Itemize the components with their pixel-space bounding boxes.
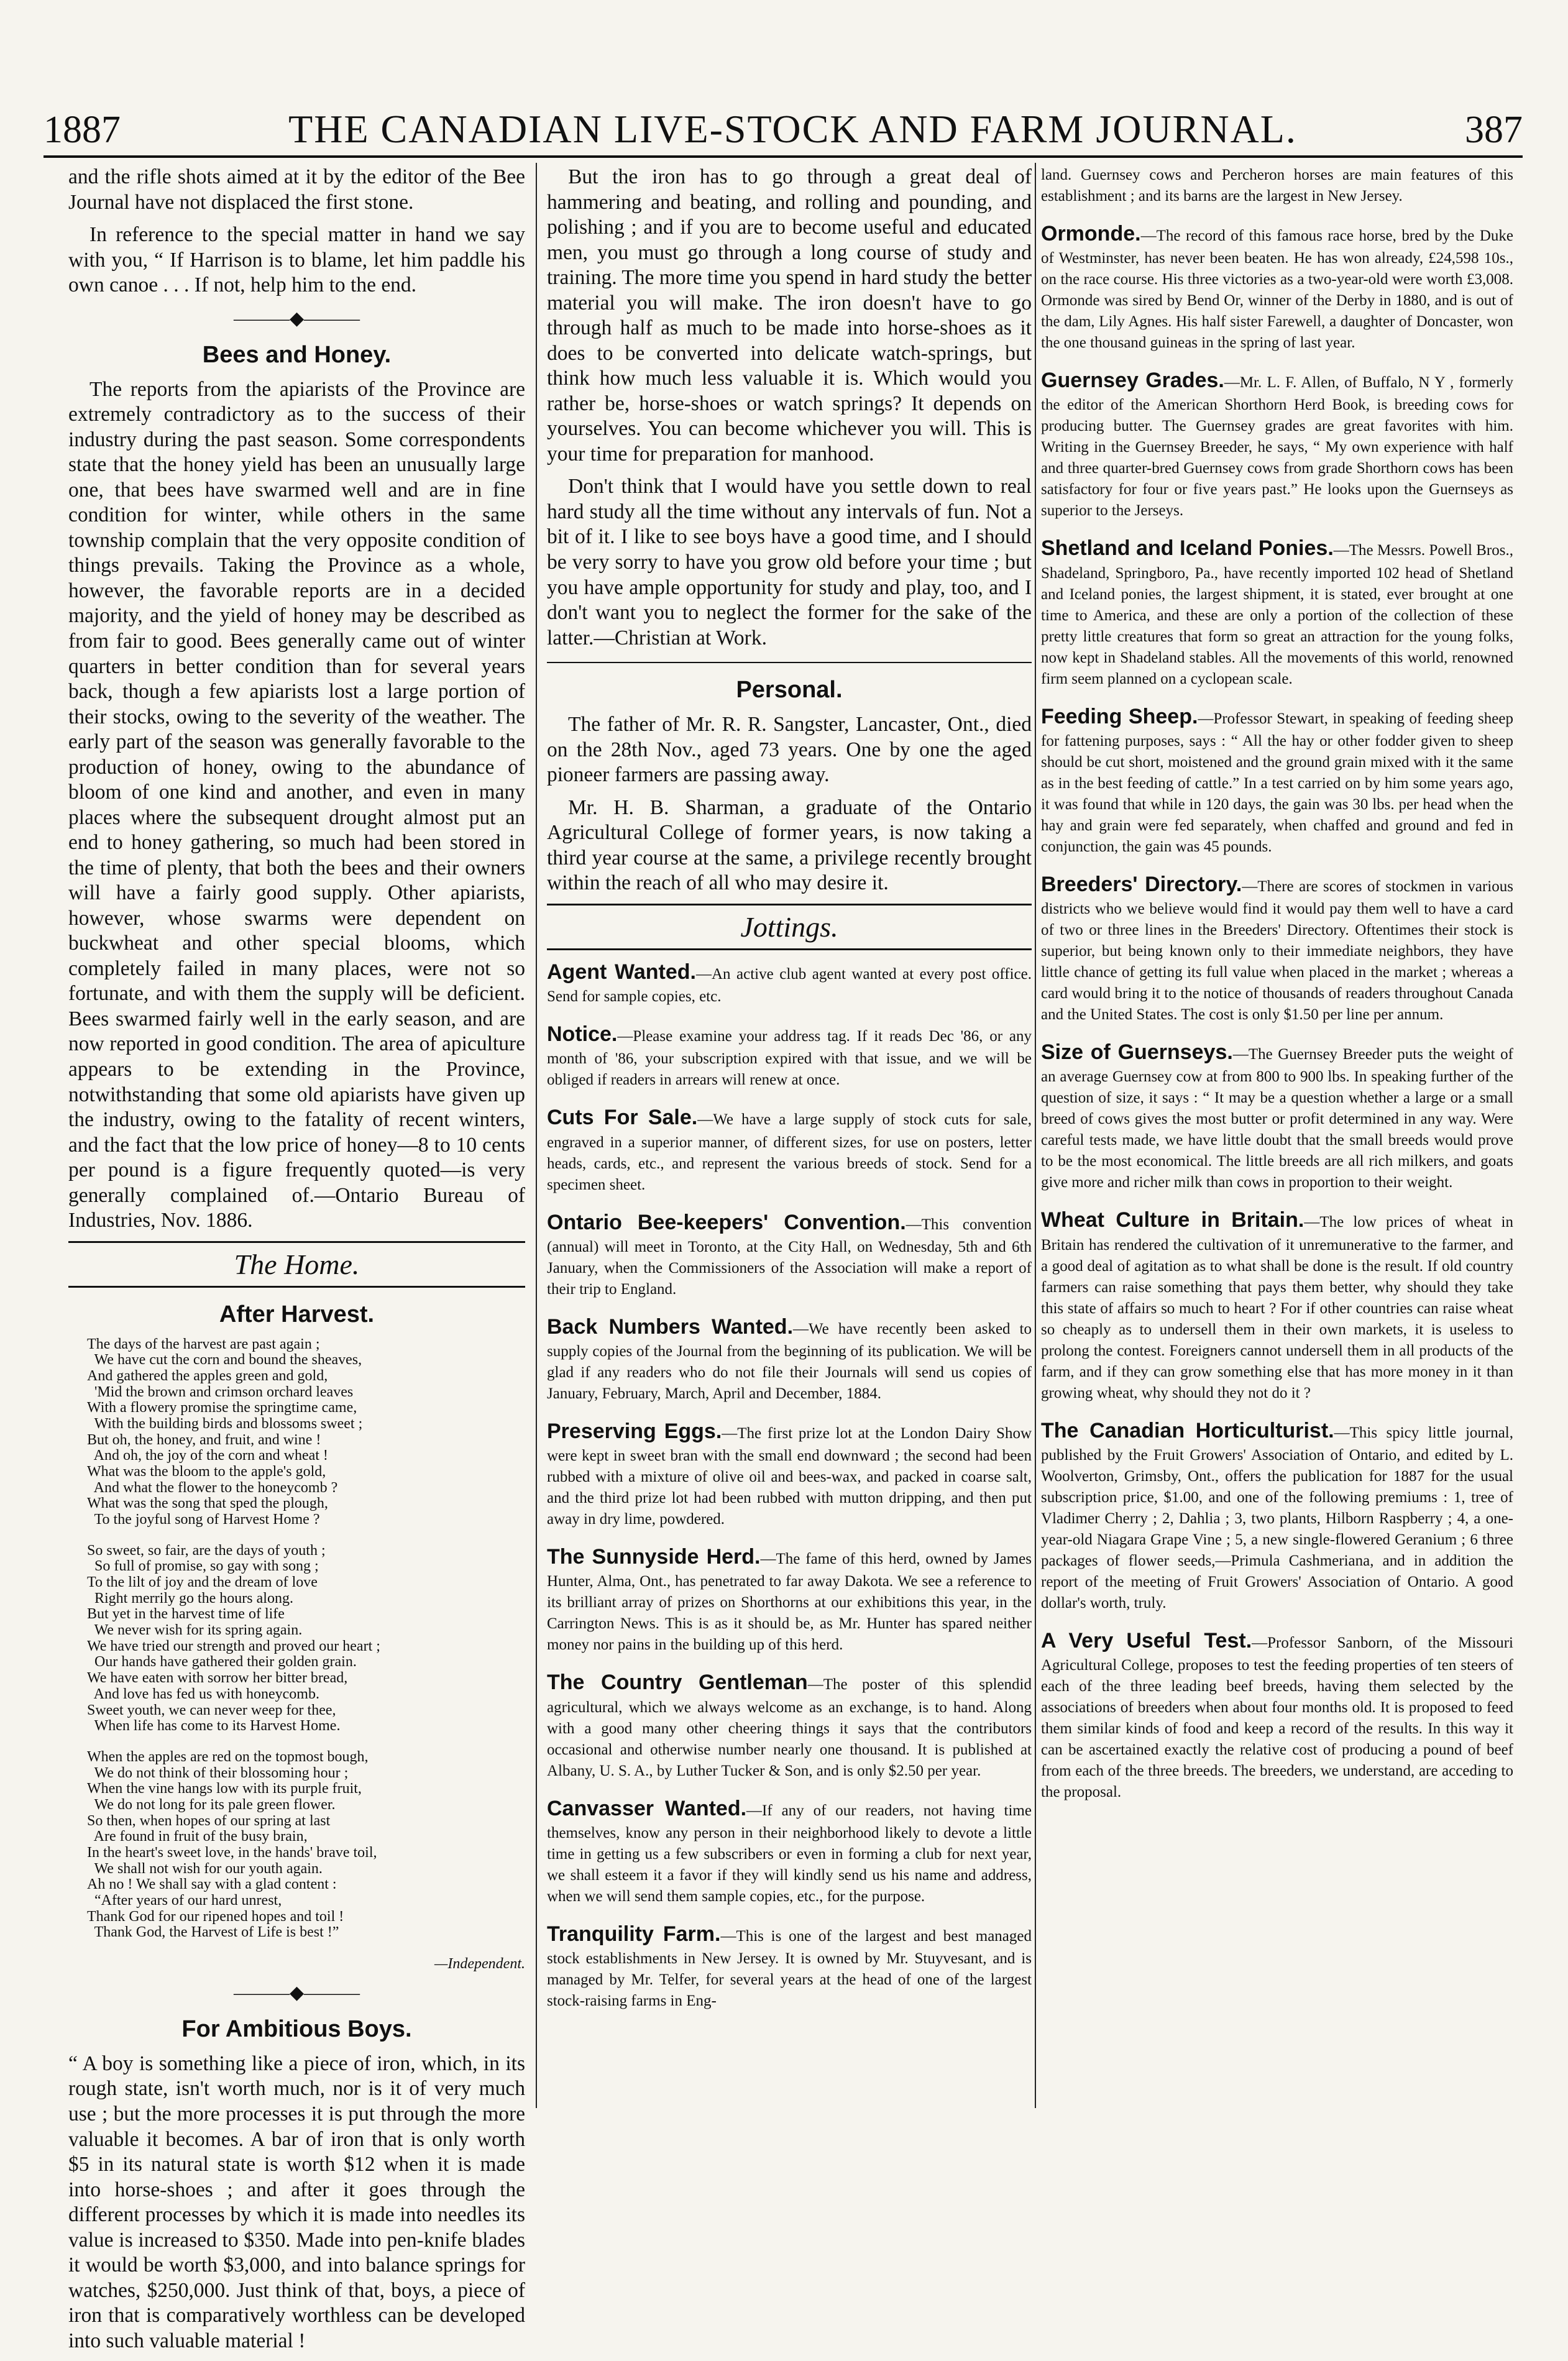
poem-line: In the heart's sweet love, in the hands' brave toil, <box>87 1844 377 1861</box>
poem-line: Our hands have gathered their golden grain. <box>87 1654 357 1671</box>
harvest-heading: After Harvest. <box>219 1301 375 1327</box>
jotting-text: —The Messrs. Powell Bros., Shadeland, Springboro, Pa., have recently imported 102 head of Shetland and Iceland ponies, the largest shipment, it is stated, ever brought at one time to America, and these are only a portion of the collection of these pretty little creatures that form so great an attraction for the young folks, now kept in Shadeland stables. All the movements of this world, renowned firm seem planned on a cyclopean scale. <box>1041 542 1513 687</box>
poem-line: The days of the harvest are past again ; <box>87 1336 320 1352</box>
poem-line: And gathered the apples green and gold, <box>87 1368 328 1385</box>
jotting-item <box>547 1020 1032 1091</box>
jotting-text: —The low prices of wheat in Britain has rendered the cultivation of it unremunerative to the farmer, and a good deal of agitation as to what shall be done is the result. If old country farmers can raise something that pays them better, why should they take this state of affairs so much to heart ? For if other countries can raise wheat so cheaply as to undersell them in their own markets, it is useless to prolong the contest. Foreigners cannot undersell them in all products of the farm, and if they can grow something else that has more money in it than growing wheat, why should they not do it ? <box>1041 1214 1513 1401</box>
poem-line: We never wish for its spring again. <box>87 1622 303 1639</box>
jotting-item <box>547 1103 1032 1195</box>
jotting-item <box>547 1543 1032 1656</box>
jotting-item <box>547 1920 1032 2012</box>
harvest-poem <box>87 1337 525 1941</box>
boys-article: “ A boy is something like a piece of iron, which, in its rough state, isn't worth much, nor is it of very much use ; but the more processes it is put through the more valuable it becomes. A bar of iron that is only worth $5 in its natural state is worth $12 when it is made into horse-shoes ; and after it goes through the different processes by which it is made into needles its value is increased to $350. Made into pen-knife blades it would be worth $3,000, and into balance springs for watches, $250,000. Just think of that, boys, a piece of iron that is comparatively worthless can be developed into such valuable material ! <box>68 2052 525 2352</box>
poem-line: And oh, the joy of the corn and wheat ! <box>87 1447 328 1464</box>
jotting-item <box>1041 870 1513 1025</box>
jotting-text: —Professor Sanborn, of the Missouri Agricultural College, proposes to test the feeding properties of ten steers of each of the three leading beef breeds, having them selected by the associations of breeders when about four months old. It is proposed to feed them similar kinds of food and keep a record of the results. In this way it can be ascertained exactly the relative cost of producing a pound of beef from each of the three breeds. The breeders, we understand, are acceding to the proposal. <box>1041 1634 1513 1801</box>
poem-stanza <box>87 1337 525 1528</box>
poem-line: And what the flower to the honeycomb ? <box>87 1479 338 1496</box>
jotting-title: Tranquility Farm. <box>547 1922 721 1946</box>
poem-line: We have tried our strength and proved our heart ; <box>87 1638 380 1654</box>
poem-line: To the lilt of joy and the dream of love <box>87 1574 318 1591</box>
poem-line: So then, when hopes of our spring at last <box>87 1812 331 1829</box>
jotting-title: Guernsey Grades. <box>1041 369 1224 393</box>
jotting-item <box>547 958 1032 1007</box>
column-1 <box>68 165 525 2361</box>
jotting-item <box>547 1417 1032 1530</box>
poem-line: With the building birds and blossoms sweet ; <box>87 1416 363 1433</box>
poem-line: We do not long for its pale green flower. <box>87 1796 336 1813</box>
poem-line: What was the song that sped the plough, <box>87 1495 328 1512</box>
poem-line: To the joyful song of Harvest Home ? <box>87 1511 320 1528</box>
jotting-title: Ontario Bee-keepers' Convention. <box>547 1210 906 1234</box>
jotting-text: —The Guernsey Breeder puts the weight of an average Guernsey cow at from 800 to 900 lbs. In speaking further of the question of size, it says : “ It may be a question whether a large or a small breed of cows gives the most butter or profit determined in any way. Were careful tests made, we have little doubt that the small breeds would prove to be the most economical. The little breeds are all rich milkers, and goats give more and richer milk than cows in proportion to their weight. <box>1041 1046 1513 1191</box>
jotting-item <box>547 1313 1032 1405</box>
intro-paragraph-2: In reference to the special matter in hand we say with you, “ If Harrison is to blame, let him paddle his own canoe . . . If not, help him to the end. <box>68 223 525 297</box>
poem-line: Sweet youth, we can never weep for thee, <box>87 1702 336 1718</box>
poem-line: So full of promise, so gay with song ; <box>87 1558 319 1575</box>
jotting-title: Shetland and Iceland Ponies. <box>1041 536 1334 561</box>
jotting-text: —Please examine your address tag. If it reads Dec '86, or any month of '86, your subscription expired with that issue, and we will be obliged if readers in arrears will renew at once. <box>547 1028 1032 1089</box>
jotting-item <box>1041 1416 1513 1614</box>
header-page-number: 387 <box>1465 109 1523 151</box>
boys-continued-2: Don't think that I would have you settle down to real hard study all the time without any intervals of fun. Not a bit of it. I like to see boys have a good time, and I should be very sorry to have you grow old before your time ; but you have ample opportunity for study and play, too, and I don't want you to neglect the former for the sake of the latter.—Christian at Work. <box>547 475 1032 649</box>
personal-item-1: The father of Mr. R. R. Sangster, Lancaster, Ont., died on the 28th Nov., aged 73 years. One by one the aged pioneer farmers are passing away. <box>547 713 1032 787</box>
jotting-text: —There are scores of stockmen in various districts who we believe would find it would pay them well to have a card of two or three lines in the Breeders' Directory. Oftentimes their stock is superior, but being known only to their immediate neighbors, they have little chance of getting its full value when placed in the market ; whereas a card would bring it to the notice of thousands of readers throughout Canada and the United States. The cost is only $1.50 per line per annum. <box>1041 878 1513 1024</box>
jotting-title: Ormonde. <box>1041 222 1141 245</box>
divider <box>547 662 1032 663</box>
masthead <box>44 81 1523 149</box>
poem-line: Are found in fruit of the busy brain, <box>87 1828 308 1845</box>
header-rule <box>44 155 1523 158</box>
jotting-title: Wheat Culture in Britain. <box>1041 1208 1304 1232</box>
jotting-text: —The first prize lot at the London Dairy Show were kept in sweet bran with the small end downward ; the second had been rubbed with a mixture of olive oil and bees-wax, and packed in coarse salt, and the third prize lot had been rubbed with mutton dripping, and then put away in dry lime, powdered. <box>547 1424 1032 1528</box>
column-2 <box>547 165 1032 2024</box>
poem-line: What was the bloom to the apple's gold, <box>87 1464 326 1480</box>
poem-line: When life has come to its Harvest Home. <box>87 1718 341 1735</box>
jotting-text: —This convention (annual) will meet in Toronto, at the City Hall, on Wednesday, 5th and 6th January, when the Commissioners of the Association will make a report of their trip to England. <box>547 1216 1032 1298</box>
jotting-text: —This is one of the largest and best managed stock establishments in New Jersey. It is owned by Mr. Stuyvesant, and is managed by Mr. Telfer, for several years at the head of one of the largest stock-raising farms in Eng- <box>547 1927 1032 2010</box>
boys-heading: For Ambitious Boys. <box>181 2015 412 2042</box>
jotting-item <box>1041 1626 1513 1803</box>
personal-heading: Personal. <box>736 677 843 704</box>
jotting-item <box>1041 702 1513 858</box>
jotting-text: —We have a large supply of stock cuts for sale, engraved in a superior manner, of different sizes, for use on posters, letter heads, cards, etc., and represent the various breeds of stock. Send for a specimen sheet. <box>547 1111 1032 1193</box>
jotting-title: Size of Guernseys. <box>1041 1040 1233 1065</box>
jottings-list <box>547 958 1032 2012</box>
personal-item-2: Mr. H. B. Sharman, a graduate of the Ontario Agricultural College of former years, is now taking a third year course at the same, a privilege recently brought within the reach of all who may desire it. <box>547 795 1032 895</box>
jotting-title: Back Numbers Wanted. <box>547 1314 794 1339</box>
jotting-text: —We have recently been asked to supply copies of the Journal from the beginning of its publication. We will be glad if any readers who do not file their Journals will send us copies of January, February, March, April and December, 1884. <box>547 1320 1032 1402</box>
poem-line: With a flowery promise the springtime came, <box>87 1400 357 1416</box>
jotting-title: Breeders' Directory. <box>1041 872 1242 896</box>
column-3-items <box>1041 219 1513 1803</box>
column-rule-2 <box>1035 163 1036 2108</box>
jotting-text: —Professor Stewart, in speaking of feeding sheep for fattening purposes, says : “ All the hay or other fodder given to sheep should be cut short, moistened and the ground grain mixed with it the same as in the best feeding of cattle.” In a test carried on by him some years ago, it was found that while in 120 days, the gain was 30 lbs. per head when the hay and grain were fed separately, when chaffed and ground and fed in conjunction, the gain was 45 pounds. <box>1041 710 1514 855</box>
header-year: 1887 <box>44 109 121 151</box>
jotting-text: —An active club agent wanted at every post office. Send for sample copies, etc. <box>547 965 1032 1006</box>
poem-line: Ah no ! We shall say with a glad content : <box>87 1876 337 1893</box>
jotting-text: —The fame of this herd, owned by James Hunter, Alma, Ont., has penetrated to far away Dakota. We see a reference to its brilliant array of prizes on Shorthorns at our exhibitions this year, in the Carrington News. This is as it should be, as Mr. Hunter has spared neither money nor pains in the building up of this herd. <box>547 1551 1032 1654</box>
jotting-title: A Very Useful Test. <box>1041 1628 1252 1653</box>
jotting-text: —Mr. L. F. Allen, of Buffalo, N Y , formerly the editor of the American Shorthorn Herd Book, is breeding cows for producing butter. The Guernsey grades are great favorites with him. Writing in the Guernsey Breeder, he says, “ My own experience with half and three quarter-bred Guernsey cows from grade Shorthorn cows has been satisfactory for four or five years past.” He looks upon the Guernseys as superior to the Jerseys. <box>1041 374 1514 520</box>
poem-line: “After years of our hard unrest, <box>87 1892 282 1909</box>
jotting-text: —This spicy little journal, published by the Fruit Growers' Association of Ontario, and edited by L. Woolverton, Grimsby, Ont., offers the publication for 1887 for the usual subscription price, $1.00, and one of the following premiums : 1, tree of Vladimer Cherry ; 2, Dahlia ; 3, two plants, Hilborn Raspberry ; 4, a one-year-old Niagara Grape Vine ; 5, a new single-flowered Geranium ; 6 three packages of flower seeds,—Primula Cashmeriana, and in addition the report of the meeting of Fruit Growers' Association of Ontario. A good dollar's worth, truly. <box>1041 1424 1514 1611</box>
poem-line: We shall not wish for our youth again. <box>87 1860 323 1877</box>
jotting-text: —If any of our readers, not having time themselves, know any person in their neighborhood likely to devote a little time in getting us a few subscribers or even in forming a club for next year, we shall esteem it a favor if they will kindly send us his name and address, when we will send them sample copies, etc., for the purpose. <box>547 1802 1032 1905</box>
boys-continued-1: But the iron has to go through a great deal of hammering and beating, and rolling and pounding, and polishing ; and if you are to become useful and educated men, you must go through a long course of study and training. The more time you spend in hard study the better material you will make. The iron doesn't have to go through half as much to be made into horse-shoes as it does to be converted into delicate watch-springs, but think how much less valuable it is. Which would you rather be, horse-shoes or watch springs? It depends on yourselves. You can become whichever you will. This is your time for preparation for manhood. <box>547 165 1032 465</box>
jotting-item <box>1041 1206 1513 1403</box>
poem-line: We do not think of their blossoming hour ; <box>87 1764 349 1781</box>
jotting-title: Agent Wanted. <box>547 960 696 984</box>
poem-line: Right merrily go the hours along. <box>87 1590 293 1607</box>
poem-source: —Independent. <box>434 1955 525 1972</box>
jotting-title: Cuts For Sale. <box>547 1106 698 1130</box>
jotting-item <box>1041 1038 1513 1193</box>
jotting-text: —The poster of this splendid agricultural, which we always welcome as an exchange, is to hand. Along with a good many other cheering things it says that the contributors occasional and otherwise number nearly one thousand. It is published at Albany, U. S. A., by Luther Tucker & Son, and is only $2.50 per year. <box>547 1676 1032 1779</box>
jotting-title: Preserving Eggs. <box>547 1419 722 1443</box>
jotting-text: —The record of this famous race horse, bred by the Duke of Westminster, has never been beaten. He has won already, £24,598 10s., on the race course. His three victories as a two-year-old were worth £3,008. Ormonde was sired by Bend Or, winner of the Derby in 1880, and is out of the dam, Lily Agnes. His half sister Farewell, a daughter of Doncaster, won the one thousand guineas in the spring of last year. <box>1041 227 1513 352</box>
intro-paragraph-1: and the rifle shots aimed at it by the editor of the Bee Journal have not displaced the first stone. <box>68 165 525 214</box>
poem-line: But yet in the harvest time of life <box>87 1606 285 1623</box>
poem-line: Thank God for our ripened hopes and toil ! <box>87 1908 344 1925</box>
poem-line: When the apples are red on the topmost bough, <box>87 1748 369 1765</box>
jotting-title: Feeding Sheep. <box>1041 704 1198 728</box>
poem-line: And love has fed us with honeycomb. <box>87 1685 319 1702</box>
tranquility-continued: land. Guernsey cows and Percheron horses are main features of this establishment ; and its barns are the largest in New Jersey. <box>1041 167 1513 204</box>
poem-line: So sweet, so fair, are the days of youth ; <box>87 1542 326 1559</box>
poem-line: 'Mid the brown and crimson orchard leaves <box>87 1383 354 1400</box>
jotting-item <box>1041 219 1513 354</box>
column-rule-1 <box>536 163 537 2108</box>
poem-line: But oh, the honey, and fruit, and wine ! <box>87 1431 321 1448</box>
jotting-item <box>547 1668 1032 1781</box>
jotting-item <box>1041 366 1513 521</box>
bees-heading: Bees and Honey. <box>202 341 392 368</box>
poem-line: We have cut the corn and bound the sheaves, <box>87 1352 362 1368</box>
poem-stanza <box>87 1749 525 1941</box>
column-3 <box>1041 165 1513 1815</box>
jotting-title: The Country Gentleman <box>547 1671 808 1695</box>
section-ornament: ———◆——— <box>233 308 360 329</box>
header-title: THE CANADIAN LIVE-STOCK AND FARM JOURNAL. <box>288 107 1297 151</box>
jotting-item <box>547 1794 1032 1907</box>
poem-line: When the vine hangs low with its purple fruit, <box>87 1781 362 1797</box>
jotting-item <box>547 1208 1032 1300</box>
jottings-section-title: Jottings. <box>547 904 1032 950</box>
poem-stanza <box>87 1543 525 1735</box>
home-section-title: The Home. <box>68 1241 525 1288</box>
poem-line: We have eaten with sorrow her bitter bread, <box>87 1670 348 1687</box>
section-ornament: ———◆——— <box>233 1982 360 2003</box>
jotting-title: The Canadian Horticulturist. <box>1041 1418 1334 1442</box>
bees-article: The reports from the apiarists of the Province are extremely contradictory as to the success of their industry during the past season. Some correspondents state that the honey yield has been an unusually large one, that bees have swarmed well and are in fine condition for winter, while others in the same township complain that the very opposite condition of things prevails. Taking the Province as a whole, however, the favorable reports are in a decided majority, and the yield of honey may be described as from fair to good. Bees generally came out of winter quarters in better condition than for several years back, though a few apiarists lost a large portion of their stocks, owing to the severity of the weather. The early part of the season was generally favorable to the production of honey, owing to the abundance of bloom of one kind and another, and even in many places where the subsequent drought almost put an end to honey gathering, so much had been stored in the time of plenty, that both the bees and their owners will have a fairly good supply. Other apiarists, however, whose swarms were dependent on buckwheat and other special blooms, which completely failed in many places, were not so fortunate, and with them the supply will be deficient. Bees swarmed fairly well in the early season, and are now reported in good condition. The area of apiculture appears to be extending in the Province, notwithstanding that some old apiarists have given up the industry, owing to the fatality of recent winters, and the fact that the low price of honey—8 to 10 cents per pound is a figure frequently quoted—is very generally complained of.—Ontario Bureau of Industries, Nov. 1886. <box>68 377 525 1232</box>
jotting-title: The Sunnyside Herd. <box>547 1545 761 1569</box>
jotting-title: Canvasser Wanted. <box>547 1796 747 1820</box>
poem-line: Thank God, the Harvest of Life is best !” <box>87 1924 339 1941</box>
jotting-title: Notice. <box>547 1022 618 1047</box>
jotting-item <box>1041 534 1513 689</box>
